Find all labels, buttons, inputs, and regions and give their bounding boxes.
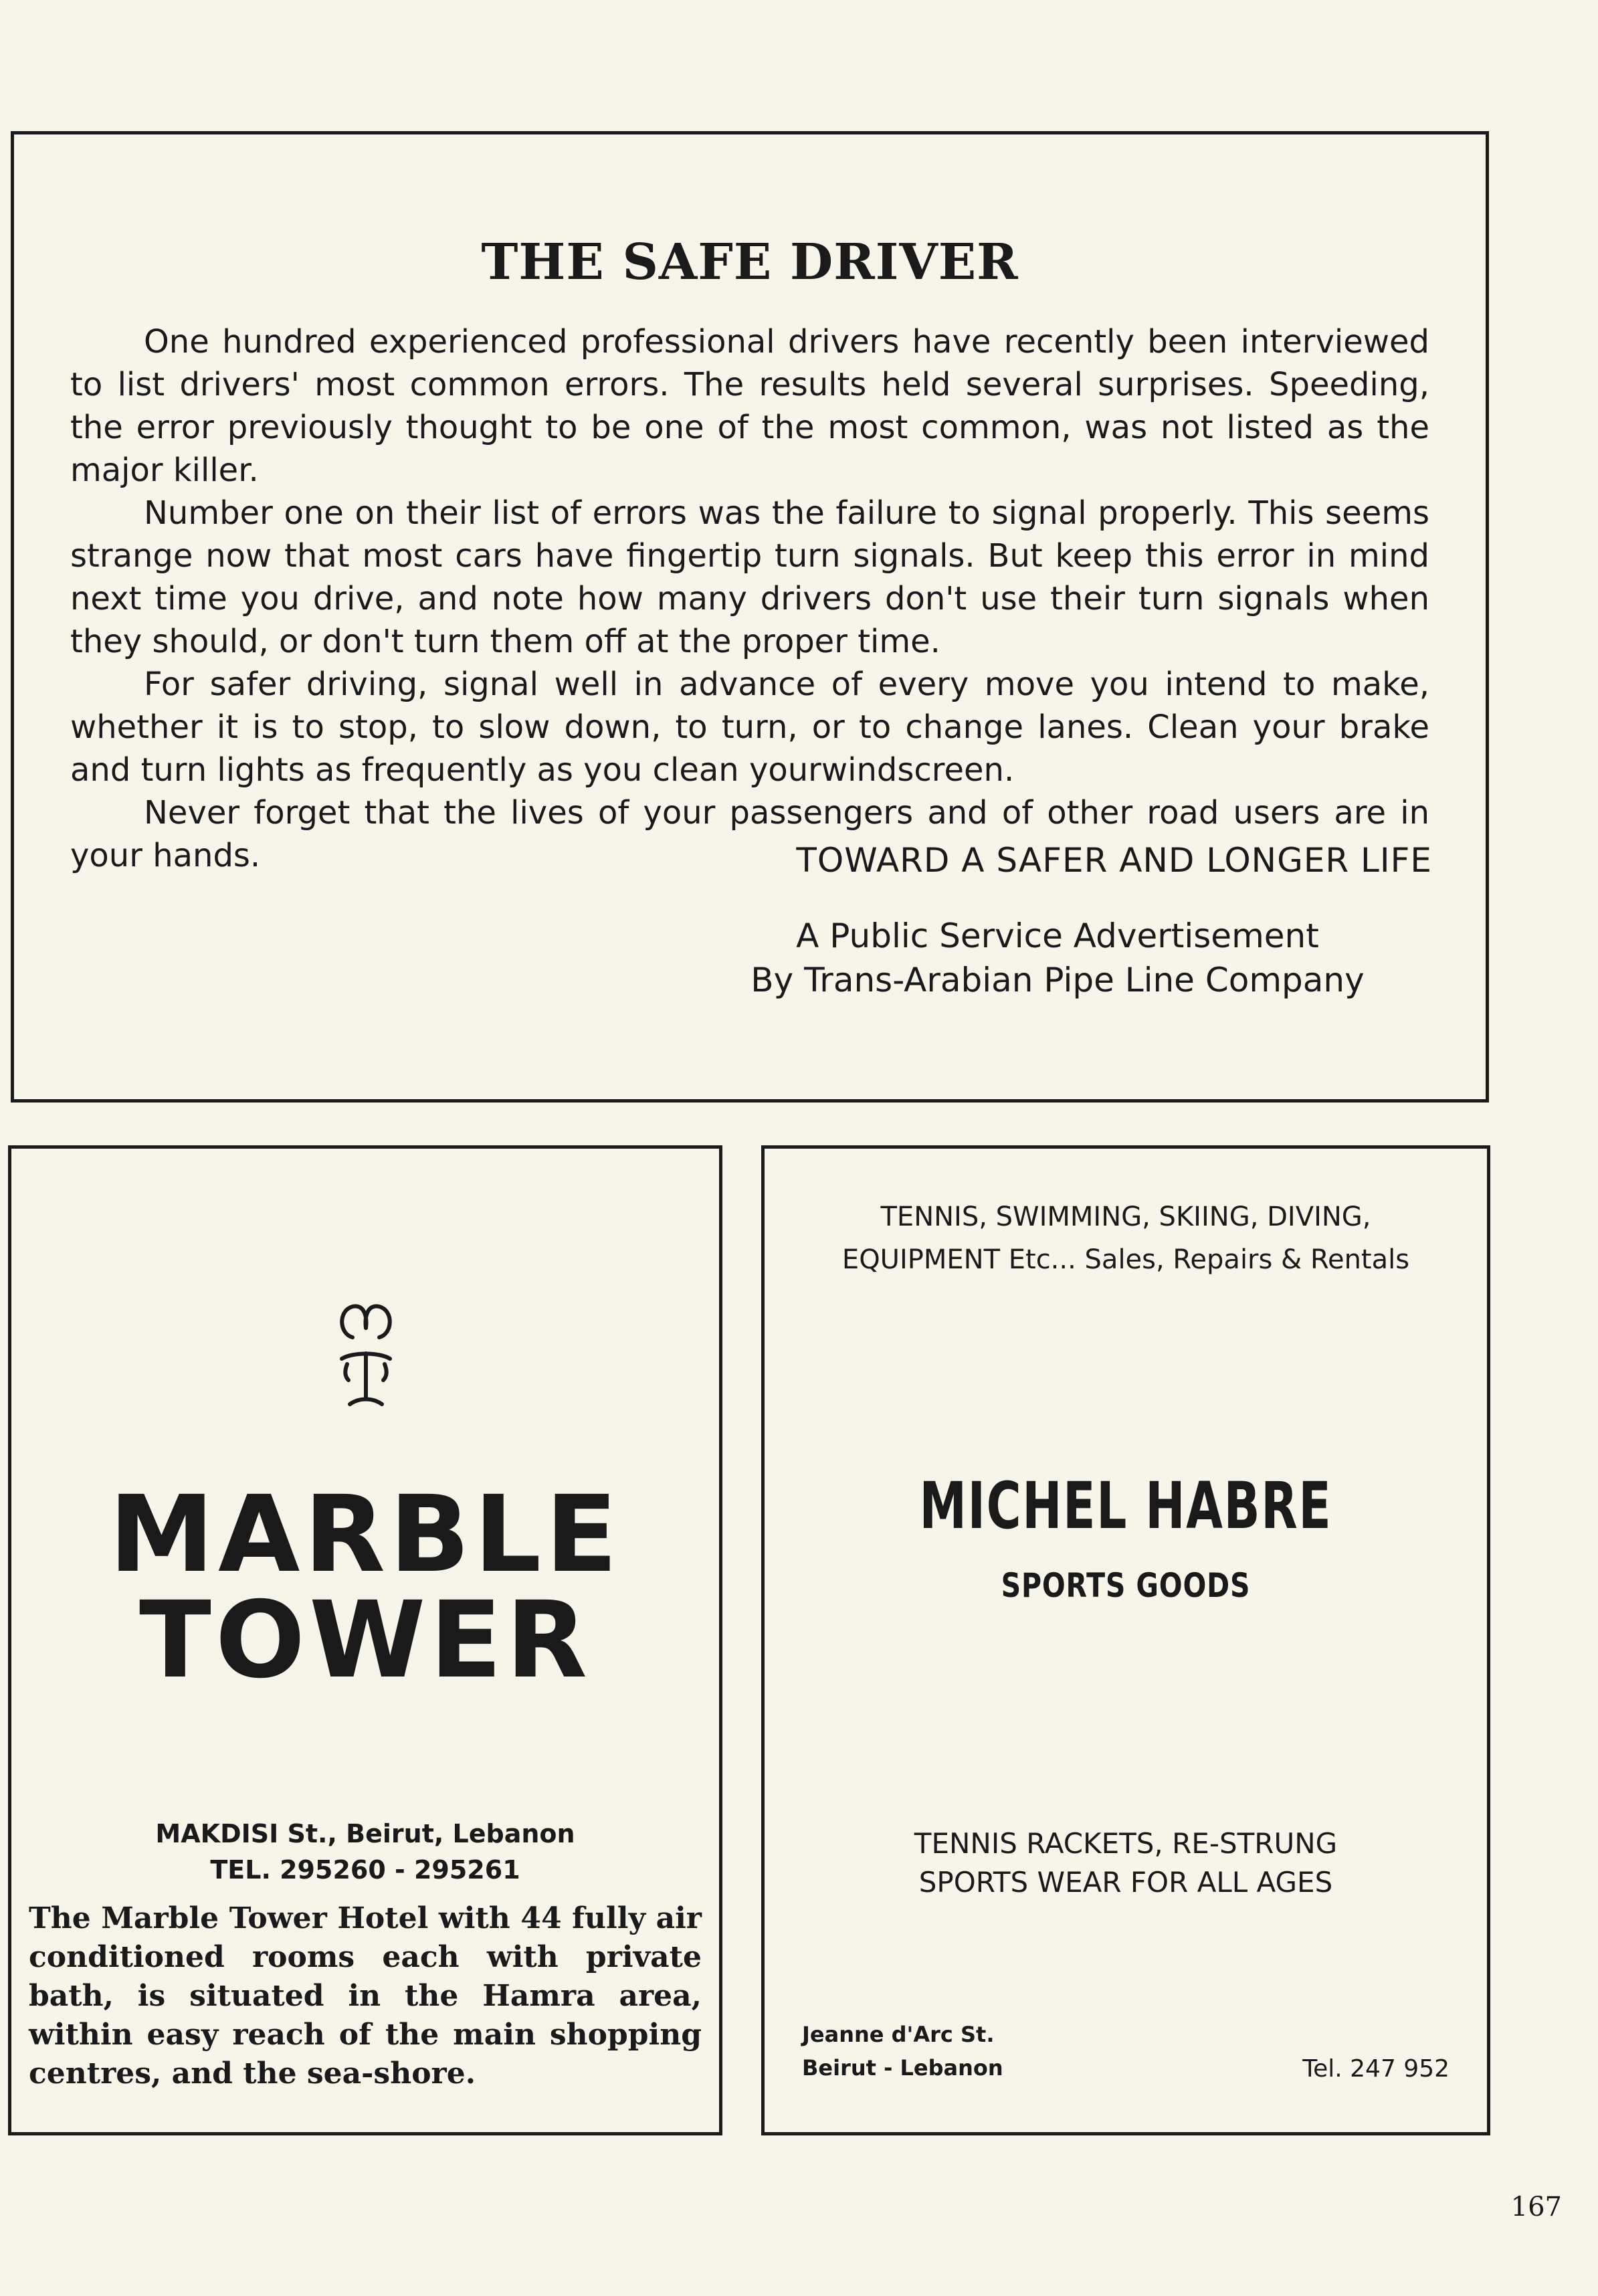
marble-tower-logo-icon xyxy=(332,1297,399,1411)
store-name: MICHEL HABRE xyxy=(919,1468,1332,1543)
offer-line: SPORTS WEAR FOR ALL AGES xyxy=(918,1866,1333,1899)
michel-habre-ad xyxy=(761,1145,1490,2135)
safe-driver-title: THE SAFE DRIVER xyxy=(481,233,1019,291)
street: Jeanne d'Arc St. xyxy=(802,2022,995,2047)
slogan: TOWARD A SAFER AND LONGER LIFE xyxy=(796,841,1432,880)
safe-driver-body xyxy=(70,320,1429,877)
city: Beirut - Lebanon xyxy=(802,2055,1003,2081)
hotel-description: The Marble Tower Hotel with 44 fully air conditioned rooms each with private bath, is situated in the Hamra area, within easy reach of the main shopping centres, and the sea-shore. xyxy=(29,1901,702,2091)
paragraph: One hundred experienced professional drivers have recently been interviewed to list drivers' most common errors. The results held several surprises. Speeding, the error previously thought to be one of the most common, was not listed as the major killer. xyxy=(70,323,1429,489)
credit-line: By Trans-Arabian Pipe Line Company xyxy=(751,961,1365,999)
paragraph: For safer driving, signal well in advance of every move you intend to make, whether it is to stop, to slow down, to turn, or to change lanes. Clean your brake and turn lights as frequently as you clean yourwindscreen. xyxy=(70,666,1429,789)
marble-tower-ad xyxy=(8,1145,722,2135)
address: MAKDISI St., Beirut, Lebanon xyxy=(155,1819,575,1848)
name-line: MARBLE xyxy=(108,1473,622,1596)
paragraph: Never forget that the lives of your passengers and of other road users are in your hands. xyxy=(70,794,1429,874)
offer-line: TENNIS RACKETS, RE-STRUNG xyxy=(914,1827,1338,1860)
safe-driver-ad xyxy=(11,131,1489,1103)
services-line: EQUIPMENT Etc... Sales, Repairs & Rentals xyxy=(841,1244,1410,1275)
services-line: TENNIS, SWIMMING, SKIING, DIVING, xyxy=(880,1202,1371,1232)
paragraph: Number one on their list of errors was the failure to signal properly. This seems strange now that most cars have fingertip turn signals. But keep this error in mind next time you drive, and note how many drivers don't use their turn signals when they should, or don't turn them off at the proper time. xyxy=(70,494,1429,660)
marble-tower-name xyxy=(11,1473,719,1702)
telephone: TEL. 295260 - 295261 xyxy=(210,1855,520,1885)
telephone: Tel. 247 952 xyxy=(1302,2055,1450,2083)
credit-line: A Public Service Advertisement xyxy=(796,917,1319,955)
name-line: TOWER xyxy=(139,1579,591,1702)
page-number: 167 xyxy=(1510,2192,1562,2222)
store-subtitle: SPORTS GOODS xyxy=(1001,1566,1251,1605)
